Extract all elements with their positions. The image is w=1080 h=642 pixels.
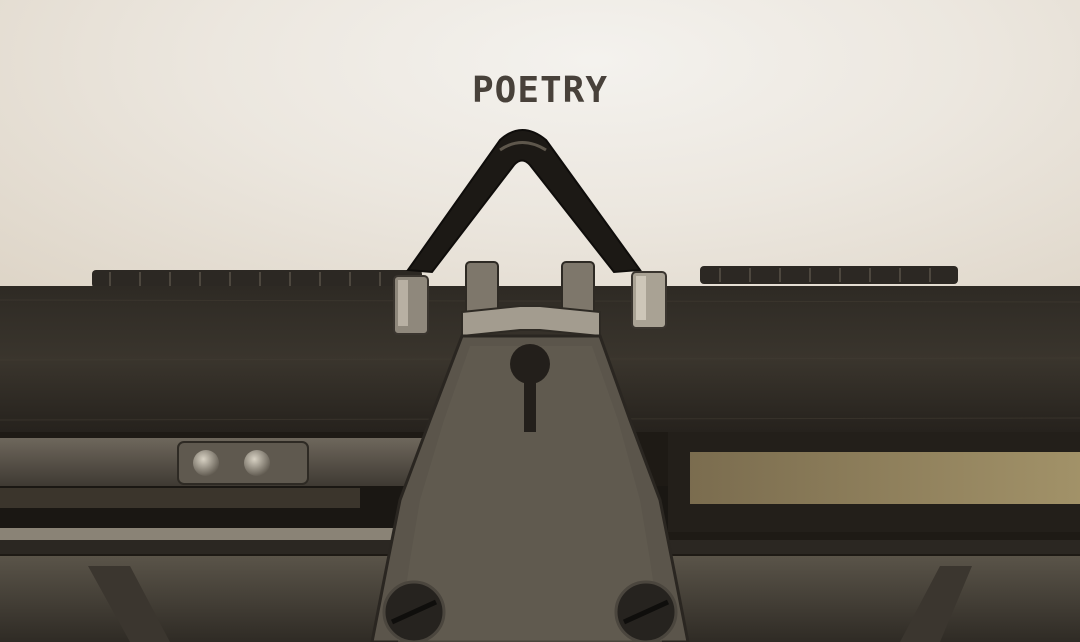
screw [616,582,676,642]
screw [384,582,444,642]
rivet [193,450,219,476]
typed-word: POETRY [471,70,609,111]
type-guide [408,130,640,272]
rivet [244,450,270,476]
left-carriage-bar [0,438,430,486]
light-window [690,452,1080,504]
paper-scale-strip [92,266,958,288]
